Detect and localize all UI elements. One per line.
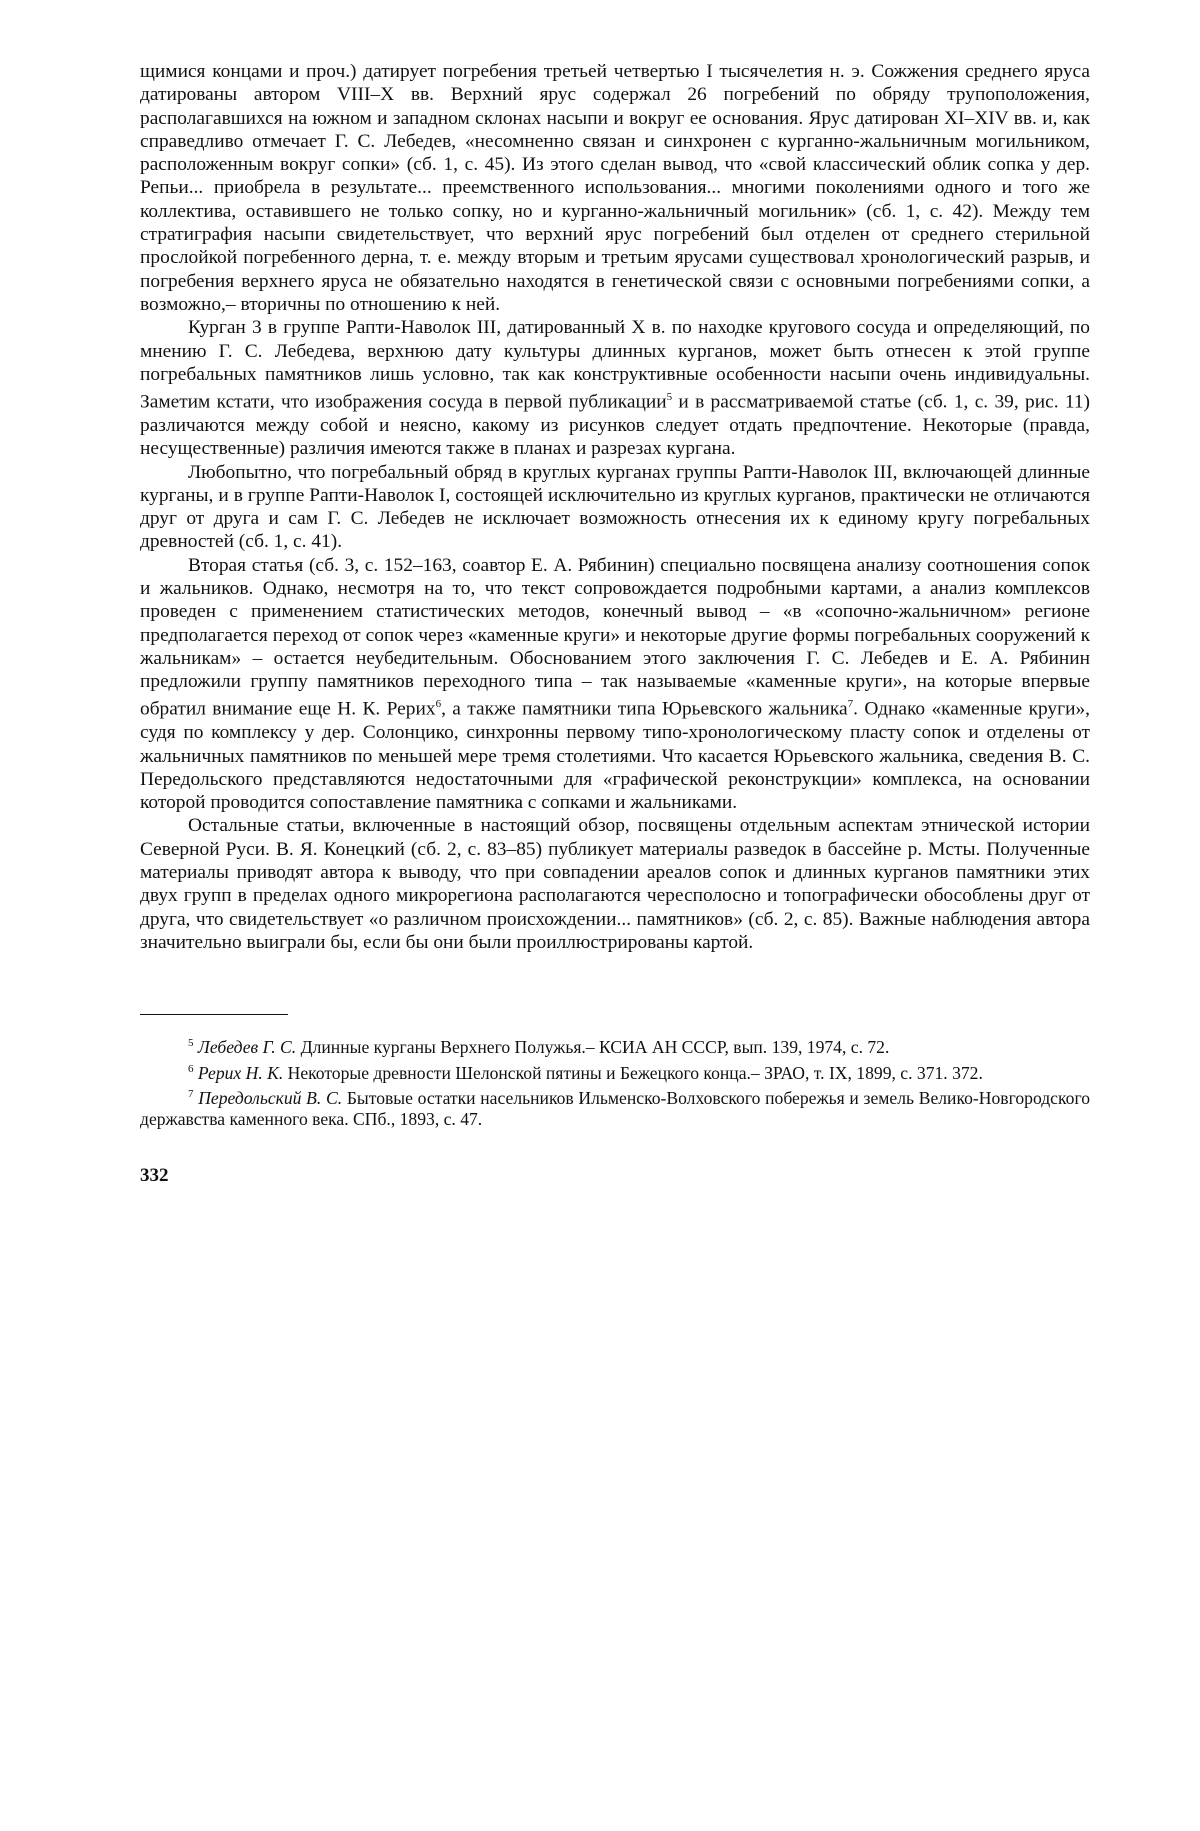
page-number: 332 [140,1164,169,1186]
footnote-ref-6[interactable]: 6 [435,698,442,711]
body-text [140,60,1090,954]
paragraph-5: Остальные статьи, включенные в настоящий обзор, посвящены отдельным аспектам этнической истории Северной Руси. В. Я. Конецкий (сб. 2, с. 83–85) публикует материалы разведок в бассейне р. Мсты. Полученные материалы приводят автора к выводу, что при совпадении ареалов сопок и длинных курганов памятники этих двух групп в пределах одного микрорегиона располагаются чересполосно и топографически обособлены друг от друга, что свидетельствует «о различном происхождении... памятников» (сб. 2, с. 85). Важные наблюдения автора значительно выиграли бы, если бы они были проиллюстрированы картой. [140,815,1090,953]
paragraph-4: Вторая статья (сб. 3, с. 152–163, соавтор Е. А. Рябинин) специально посвящена анализу соотношения сопок и жальников. Однако, несмотря на то, что текст сопровождается подробными картами, а анализ комплексов проведен с применением статистических методов, конечный вывод – «в «сопочно-жальничном» регионе предполагается переход от сопок через «каменные круги» и некоторые другие формы погребальных сооружений к жальникам» – остается неубедительным. Обоснованием этого заключения Г. С. Лебедев и Е. А. Рябинин предложили группу памятников переходного типа – так называемые «каменные круги», на которые впервые обратил внимание еще Н. К. Рерих$^6$, а также памятники типа Юрьевского жальника$^7$. Однако «каменные круги», судя по комплексу у дер. Солонцико, синхронны первому типо-хронологическому пласту сопок и отделены от жальничных памятников по меньшей мере тремя столетиями. Что касается Юрьевского жальника, сведения В. С. Передольского представляются недостаточными для «графической реконструкции» комплекса, на основании которой проводится сопоставление памятника с сопками и жальниками. [140,554,1090,814]
footnote-ref-5[interactable]: 5 [666,391,673,404]
paragraph-3: Любопытно, что погребальный обряд в круглых курганах группы Рапти-Наволок III, включающей длинные курганы, и в группе Рапти-Наволок I, состоящей исключительно из круглых курганов, практически не отличаются друг от друга и сам Г. С. Лебедев не исключает возможность отнесения их к единому кругу погребальных древностей (сб. 1, с. 41). [140,461,1090,553]
footnote-author: Передольский В. С. [198,1087,343,1108]
footnote-5: $^5$ Лебедев Г. С. Длинные курганы Верхнего Полужья.– КСИА АН СССР, вып. 139, 1974, с. 72. [188,1037,890,1058]
footnote-separator [140,1014,288,1015]
footnote-author: Рерих Н. К. [197,1062,284,1083]
footnote-author: Лебедев Г. С. [197,1037,297,1058]
footnotes [140,1033,1090,1131]
footnote-6: $^6$ Рерих Н. К. Некоторые древности Шелонской пятины и Бежецкого конца.– ЗРАО, т. IX, 1899, с. 371. 372. [188,1062,983,1083]
paragraph-1: щимися концами и проч.) датирует погребения третьей четвертью I тысячелетия н. э. Сожжения среднего яруса датированы автором VIII–X вв. Верхний ярус содержал 26 погребений по обряду трупоположения, располагавшихся на южном и западном склонах насыпи и вокруг ее основания. Ярус датирован XI–XIV вв. и, как справедливо отмечает Г. С. Лебедев, «несомненно связан и синхронен с курганно-жальничным могильником, расположенным вокруг сопки» (сб. 1, с. 45). Из этого сделан вывод, что «свой классический облик сопка у дер. Репьи... приобрела в результате... преемственного использования... многими поколениями одного и того же коллектива, оставившего не только сопку, но и курганно-жальничный могильник» (сб. 1, с. 42). Между тем стратиграфия насыпи свидетельствует, что верхний ярус погребений был отделен от среднего стерильной прослойкой погребенного дерна, т. е. между вторым и третьим ярусами существовал хронологический разрыв, и погребения верхнего яруса не обязательно находятся в генетической связи с основными погребениями сопки, а возможно,– вторичны по отношению к ней. [140,61,1090,315]
footnote-ref-7[interactable]: 7 [847,698,854,711]
paragraph-2: Курган 3 в группе Рапти-Наволок III, датированный X в. по находке кругового сосуда и определяющий, по мнению Г. С. Лебедева, верхнюю дату культуры длинных курганов, может быть отнесен к этой группе погребальных памятников лишь условно, так как конструктивные особенности насыпи очень индивидуальны. Заметим кстати, что изображения сосуда в первой публикации$^5$ и в рассматриваемой статье (сб. 1, с. 39, рис. 11) различаются между собой и неясно, какому из рисунков следует отдать предпочтение. Некоторые (правда, несущественные) различия имеются также в планах и разрезах кургана. [140,317,1090,460]
footnote-7: $^7$ Передольский В. С. Бытовые остатки насельников Ильменско-Волховского побережья и земель Велико-Новгородского державства каменного века. СПб., 1893, с. 47. [140,1087,1091,1130]
